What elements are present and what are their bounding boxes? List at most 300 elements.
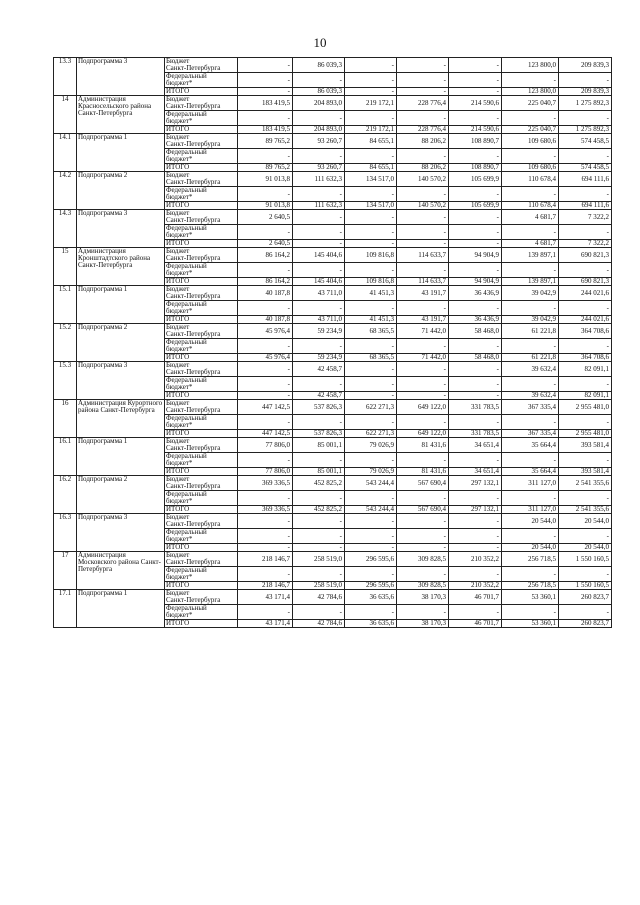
- funding-source-label: [165, 362, 238, 377]
- value-cell: 86 164,2: [238, 278, 293, 286]
- table-row: [54, 324, 612, 339]
- value-cell: 690 821,3: [559, 278, 612, 286]
- value-cell: 537 826,3: [293, 400, 345, 415]
- value-cell: 46 701,7: [449, 590, 502, 605]
- value-cell: -: [293, 567, 345, 582]
- value-cell: 39 632,4: [502, 392, 559, 400]
- value-cell: 225 040,7: [502, 96, 559, 111]
- funding-source-line: бюджет*: [166, 573, 193, 581]
- value-cell: -: [397, 149, 449, 164]
- value-cell: -: [345, 339, 397, 354]
- value-cell: 393 581,4: [559, 468, 612, 476]
- funding-source-label: [165, 514, 238, 529]
- value-cell: -: [559, 73, 612, 88]
- value-cell: -: [397, 263, 449, 278]
- funding-source-line: Санкт-Петербурга: [166, 368, 221, 376]
- program-name: Подпрограмма 3: [77, 58, 165, 96]
- funding-source-line: Бюджет: [166, 437, 190, 445]
- program-name: Подпрограмма 1: [77, 286, 165, 324]
- value-cell: 296 595,6: [345, 582, 397, 590]
- value-cell: 214 590,6: [449, 126, 502, 134]
- value-cell: -: [502, 339, 559, 354]
- total-label: ИТОГО: [165, 430, 238, 438]
- value-cell: -: [397, 529, 449, 544]
- value-cell: -: [345, 491, 397, 506]
- value-cell: 114 633,7: [397, 248, 449, 263]
- value-cell: 77 806,0: [238, 438, 293, 453]
- value-cell: -: [293, 605, 345, 620]
- value-cell: 309 828,5: [397, 582, 449, 590]
- value-cell: -: [397, 491, 449, 506]
- value-cell: -: [293, 491, 345, 506]
- program-name: Подпрограмма 2: [77, 324, 165, 362]
- value-cell: 622 271,3: [345, 430, 397, 438]
- value-cell: -: [293, 301, 345, 316]
- value-cell: 210 352,2: [449, 582, 502, 590]
- value-cell: 36 436,9: [449, 286, 502, 301]
- value-cell: -: [397, 240, 449, 248]
- value-cell: -: [559, 187, 612, 202]
- value-cell: 311 127,0: [502, 506, 559, 514]
- funding-source-label: [165, 96, 238, 111]
- value-cell: 36 436,9: [449, 316, 502, 324]
- funding-source-line: Санкт-Петербурга: [166, 292, 221, 300]
- value-cell: 447 142,5: [238, 400, 293, 415]
- funding-source-line: Федеральный: [166, 338, 207, 346]
- funding-source-line: бюджет*: [166, 535, 193, 543]
- value-cell: 81 431,6: [397, 468, 449, 476]
- value-cell: 228 776,4: [397, 96, 449, 111]
- funding-source-line: Санкт-Петербурга: [166, 406, 221, 414]
- value-cell: -: [397, 301, 449, 316]
- value-cell: -: [293, 415, 345, 430]
- value-cell: -: [238, 149, 293, 164]
- funding-source-label: [165, 567, 238, 582]
- value-cell: -: [238, 225, 293, 240]
- value-cell: -: [502, 567, 559, 582]
- funding-source-line: Бюджет: [166, 57, 190, 65]
- value-cell: 94 904,9: [449, 248, 502, 263]
- funding-source-label: [165, 590, 238, 605]
- value-cell: -: [293, 529, 345, 544]
- value-cell: 2 541 355,6: [559, 506, 612, 514]
- budget-table: [53, 57, 612, 628]
- value-cell: 452 825,2: [293, 476, 345, 491]
- value-cell: 2 955 481,0: [559, 400, 612, 415]
- total-label: ИТОГО: [165, 506, 238, 514]
- funding-source-line: Бюджет: [166, 399, 190, 407]
- value-cell: 567 690,4: [397, 476, 449, 491]
- value-cell: -: [397, 514, 449, 529]
- funding-source-line: Бюджет: [166, 247, 190, 255]
- value-cell: -: [293, 225, 345, 240]
- funding-source-label: [165, 301, 238, 316]
- value-cell: -: [559, 263, 612, 278]
- total-label: ИТОГО: [165, 240, 238, 248]
- value-cell: -: [345, 58, 397, 73]
- value-cell: -: [502, 73, 559, 88]
- row-number: 15.3: [54, 362, 77, 400]
- value-cell: -: [449, 149, 502, 164]
- value-cell: 649 122,0: [397, 400, 449, 415]
- value-cell: 68 365,5: [345, 354, 397, 362]
- value-cell: 134 517,0: [345, 172, 397, 187]
- funding-source-line: Федеральный: [166, 72, 207, 80]
- value-cell: -: [293, 544, 345, 552]
- value-cell: -: [449, 339, 502, 354]
- total-label: ИТОГО: [165, 354, 238, 362]
- value-cell: -: [345, 453, 397, 468]
- funding-source-label: [165, 529, 238, 544]
- value-cell: 2 955 481,0: [559, 430, 612, 438]
- value-cell: 543 244,4: [345, 476, 397, 491]
- value-cell: -: [238, 362, 293, 377]
- value-cell: 694 111,6: [559, 202, 612, 210]
- value-cell: 7 322,2: [559, 240, 612, 248]
- row-number: 17: [54, 552, 77, 590]
- funding-source-line: Санкт-Петербурга: [166, 520, 221, 528]
- value-cell: 297 132,1: [449, 506, 502, 514]
- value-cell: 35 664,4: [502, 468, 559, 476]
- value-cell: -: [397, 225, 449, 240]
- value-cell: 35 664,4: [502, 438, 559, 453]
- value-cell: -: [449, 58, 502, 73]
- value-cell: -: [345, 111, 397, 126]
- value-cell: 228 776,4: [397, 126, 449, 134]
- value-cell: 1 275 892,3: [559, 96, 612, 111]
- value-cell: 110 678,4: [502, 202, 559, 210]
- value-cell: -: [238, 263, 293, 278]
- value-cell: 20 544,0: [502, 514, 559, 529]
- value-cell: 331 783,5: [449, 430, 502, 438]
- value-cell: -: [449, 362, 502, 377]
- value-cell: -: [293, 111, 345, 126]
- value-cell: 258 519,0: [293, 582, 345, 590]
- value-cell: 39 042,9: [502, 286, 559, 301]
- value-cell: 86 039,3: [293, 58, 345, 73]
- value-cell: 58 468,0: [449, 354, 502, 362]
- funding-source-line: Федеральный: [166, 490, 207, 498]
- program-name: Подпрограмма 1: [77, 590, 165, 628]
- total-label: ИТОГО: [165, 582, 238, 590]
- value-cell: 134 517,0: [345, 202, 397, 210]
- value-cell: -: [397, 88, 449, 96]
- row-number: 15: [54, 248, 77, 286]
- value-cell: -: [449, 73, 502, 88]
- value-cell: 86 164,2: [238, 248, 293, 263]
- value-cell: 86 039,3: [293, 88, 345, 96]
- value-cell: -: [345, 187, 397, 202]
- value-cell: -: [238, 392, 293, 400]
- value-cell: 43 711,0: [293, 286, 345, 301]
- value-cell: -: [293, 187, 345, 202]
- value-cell: 71 442,0: [397, 324, 449, 339]
- value-cell: 34 651,4: [449, 468, 502, 476]
- funding-source-line: Федеральный: [166, 186, 207, 194]
- value-cell: 61 221,8: [502, 324, 559, 339]
- funding-source-line: Федеральный: [166, 414, 207, 422]
- value-cell: -: [559, 567, 612, 582]
- program-name: Администрация Курортного района Санкт-Петербурга: [77, 400, 165, 438]
- value-cell: -: [502, 225, 559, 240]
- funding-source-line: Бюджет: [166, 323, 190, 331]
- value-cell: -: [238, 339, 293, 354]
- row-number: 14.3: [54, 210, 77, 248]
- value-cell: 91 013,8: [238, 172, 293, 187]
- program-name: Подпрограмма 3: [77, 362, 165, 400]
- value-cell: 204 893,0: [293, 126, 345, 134]
- value-cell: 42 458,7: [293, 392, 345, 400]
- value-cell: 260 823,7: [559, 590, 612, 605]
- value-cell: -: [502, 377, 559, 392]
- table-row: [54, 590, 612, 605]
- value-cell: -: [293, 514, 345, 529]
- value-cell: 93 260,7: [293, 134, 345, 149]
- value-cell: 43 171,4: [238, 620, 293, 628]
- value-cell: 311 127,0: [502, 476, 559, 491]
- funding-source-line: Санкт-Петербурга: [166, 178, 221, 186]
- row-number: 14.1: [54, 134, 77, 172]
- row-number: 16.3: [54, 514, 77, 552]
- value-cell: 71 442,0: [397, 354, 449, 362]
- value-cell: 36 635,6: [345, 590, 397, 605]
- value-cell: -: [293, 240, 345, 248]
- value-cell: 244 021,6: [559, 286, 612, 301]
- funding-source-line: Бюджет: [166, 513, 190, 521]
- table-row: [54, 96, 612, 111]
- total-label: ИТОГО: [165, 202, 238, 210]
- value-cell: 111 632,3: [293, 202, 345, 210]
- value-cell: -: [238, 544, 293, 552]
- value-cell: 85 001,1: [293, 468, 345, 476]
- funding-source-label: [165, 248, 238, 263]
- funding-source-line: Санкт-Петербурга: [166, 140, 221, 148]
- value-cell: 2 640,5: [238, 240, 293, 248]
- value-cell: 84 655,1: [345, 164, 397, 172]
- value-cell: 109 680,6: [502, 164, 559, 172]
- value-cell: 91 013,8: [238, 202, 293, 210]
- funding-source-line: бюджет*: [166, 307, 193, 315]
- row-number: 14.2: [54, 172, 77, 210]
- value-cell: -: [397, 567, 449, 582]
- value-cell: 219 172,1: [345, 96, 397, 111]
- value-cell: -: [559, 339, 612, 354]
- value-cell: -: [559, 149, 612, 164]
- value-cell: -: [238, 514, 293, 529]
- value-cell: -: [345, 73, 397, 88]
- funding-source-line: Санкт-Петербурга: [166, 596, 221, 604]
- value-cell: -: [449, 187, 502, 202]
- value-cell: 36 635,6: [345, 620, 397, 628]
- funding-source-line: бюджет*: [166, 231, 193, 239]
- value-cell: -: [238, 491, 293, 506]
- value-cell: 20 544,0: [559, 514, 612, 529]
- funding-source-line: Федеральный: [166, 262, 207, 270]
- funding-source-line: Федеральный: [166, 300, 207, 308]
- value-cell: 40 187,8: [238, 286, 293, 301]
- value-cell: -: [238, 377, 293, 392]
- value-cell: -: [449, 529, 502, 544]
- value-cell: -: [293, 339, 345, 354]
- table-row: [54, 552, 612, 567]
- value-cell: -: [449, 392, 502, 400]
- total-label: ИТОГО: [165, 278, 238, 286]
- funding-source-line: Санкт-Петербурга: [166, 482, 221, 490]
- funding-source-line: Федеральный: [166, 110, 207, 118]
- value-cell: -: [238, 415, 293, 430]
- value-cell: 447 142,5: [238, 430, 293, 438]
- value-cell: 110 678,4: [502, 172, 559, 187]
- value-cell: 61 221,8: [502, 354, 559, 362]
- funding-source-line: бюджет*: [166, 459, 193, 467]
- funding-source-line: Бюджет: [166, 551, 190, 559]
- value-cell: 53 360,1: [502, 620, 559, 628]
- program-name: Администрация Кронштадтского района Санкт-Петербурга: [77, 248, 165, 286]
- value-cell: 34 651,4: [449, 438, 502, 453]
- value-cell: 39 042,9: [502, 316, 559, 324]
- value-cell: 694 111,6: [559, 172, 612, 187]
- value-cell: 296 595,6: [345, 552, 397, 567]
- value-cell: 93 260,7: [293, 164, 345, 172]
- funding-source-line: Санкт-Петербурга: [166, 444, 221, 452]
- value-cell: -: [559, 377, 612, 392]
- program-name: Подпрограмма 1: [77, 134, 165, 172]
- funding-source-line: бюджет*: [166, 193, 193, 201]
- value-cell: -: [397, 187, 449, 202]
- program-name: Администрация Московского района Санкт-Петербурга: [77, 552, 165, 590]
- program-name: Подпрограмма 3: [77, 210, 165, 248]
- value-cell: 183 419,5: [238, 126, 293, 134]
- row-number: 15.2: [54, 324, 77, 362]
- funding-source-label: [165, 476, 238, 491]
- value-cell: 574 458,5: [559, 164, 612, 172]
- value-cell: -: [293, 377, 345, 392]
- funding-source-line: Федеральный: [166, 452, 207, 460]
- value-cell: -: [238, 605, 293, 620]
- value-cell: 258 519,0: [293, 552, 345, 567]
- value-cell: -: [502, 605, 559, 620]
- funding-source-label: [165, 324, 238, 339]
- value-cell: 89 765,2: [238, 164, 293, 172]
- value-cell: -: [345, 263, 397, 278]
- value-cell: -: [449, 88, 502, 96]
- value-cell: -: [238, 111, 293, 126]
- funding-source-label: [165, 111, 238, 126]
- value-cell: -: [345, 377, 397, 392]
- value-cell: 369 336,5: [238, 506, 293, 514]
- total-label: ИТОГО: [165, 468, 238, 476]
- value-cell: 7 322,2: [559, 210, 612, 225]
- value-cell: 244 021,6: [559, 316, 612, 324]
- funding-source-label: [165, 339, 238, 354]
- value-cell: 256 718,5: [502, 552, 559, 567]
- value-cell: 331 783,5: [449, 400, 502, 415]
- value-cell: 543 244,4: [345, 506, 397, 514]
- value-cell: 219 172,1: [345, 126, 397, 134]
- value-cell: 41 451,3: [345, 316, 397, 324]
- funding-source-line: Бюджет: [166, 361, 190, 369]
- value-cell: -: [397, 73, 449, 88]
- funding-source-line: Федеральный: [166, 604, 207, 612]
- value-cell: 452 825,2: [293, 506, 345, 514]
- table-body: [54, 58, 612, 628]
- table-row: [54, 476, 612, 491]
- value-cell: 20 544,0: [502, 544, 559, 552]
- value-cell: 256 718,5: [502, 582, 559, 590]
- value-cell: -: [397, 392, 449, 400]
- funding-source-line: бюджет*: [166, 611, 193, 619]
- value-cell: -: [502, 111, 559, 126]
- page-number: 10: [313, 35, 327, 50]
- value-cell: -: [238, 567, 293, 582]
- value-cell: 218 146,7: [238, 552, 293, 567]
- program-name: Подпрограмма 3: [77, 514, 165, 552]
- funding-source-label: [165, 491, 238, 506]
- value-cell: 82 091,1: [559, 392, 612, 400]
- value-cell: 123 800,0: [502, 88, 559, 96]
- value-cell: -: [238, 58, 293, 73]
- value-cell: 81 431,6: [397, 438, 449, 453]
- funding-source-label: [165, 149, 238, 164]
- value-cell: -: [502, 149, 559, 164]
- table-row: [54, 286, 612, 301]
- funding-source-line: бюджет*: [166, 345, 193, 353]
- funding-source-label: [165, 263, 238, 278]
- value-cell: 123 800,0: [502, 58, 559, 73]
- value-cell: 58 468,0: [449, 324, 502, 339]
- funding-source-label: [165, 453, 238, 468]
- value-cell: -: [397, 111, 449, 126]
- row-number: 14: [54, 96, 77, 134]
- funding-source-line: Федеральный: [166, 224, 207, 232]
- value-cell: 209 839,3: [559, 58, 612, 73]
- row-number: 17.1: [54, 590, 77, 628]
- value-cell: -: [397, 362, 449, 377]
- value-cell: 2 640,5: [238, 210, 293, 225]
- value-cell: 79 026,9: [345, 468, 397, 476]
- funding-source-label: [165, 400, 238, 415]
- value-cell: -: [449, 491, 502, 506]
- value-cell: 84 655,1: [345, 134, 397, 149]
- value-cell: 42 784,6: [293, 590, 345, 605]
- funding-source-line: Бюджет: [166, 171, 190, 179]
- value-cell: 82 091,1: [559, 362, 612, 377]
- value-cell: 1 275 892,3: [559, 126, 612, 134]
- value-cell: 309 828,5: [397, 552, 449, 567]
- funding-source-line: Федеральный: [166, 148, 207, 156]
- value-cell: -: [559, 605, 612, 620]
- row-number: 16.1: [54, 438, 77, 476]
- funding-source-line: бюджет*: [166, 79, 193, 87]
- value-cell: -: [238, 88, 293, 96]
- funding-source-line: Федеральный: [166, 376, 207, 384]
- funding-source-label: [165, 415, 238, 430]
- program-name: Администрация Красносельского района Санкт-Петербурга: [77, 96, 165, 134]
- value-cell: 109 816,8: [345, 248, 397, 263]
- funding-source-line: Бюджет: [166, 133, 190, 141]
- funding-source-line: Санкт-Петербурга: [166, 254, 221, 262]
- value-cell: -: [502, 491, 559, 506]
- funding-source-label: [165, 605, 238, 620]
- value-cell: -: [238, 73, 293, 88]
- value-cell: 140 570,2: [397, 172, 449, 187]
- funding-source-label: [165, 377, 238, 392]
- value-cell: -: [345, 149, 397, 164]
- value-cell: 4 681,7: [502, 210, 559, 225]
- value-cell: -: [449, 514, 502, 529]
- value-cell: 108 890,7: [449, 134, 502, 149]
- value-cell: -: [397, 544, 449, 552]
